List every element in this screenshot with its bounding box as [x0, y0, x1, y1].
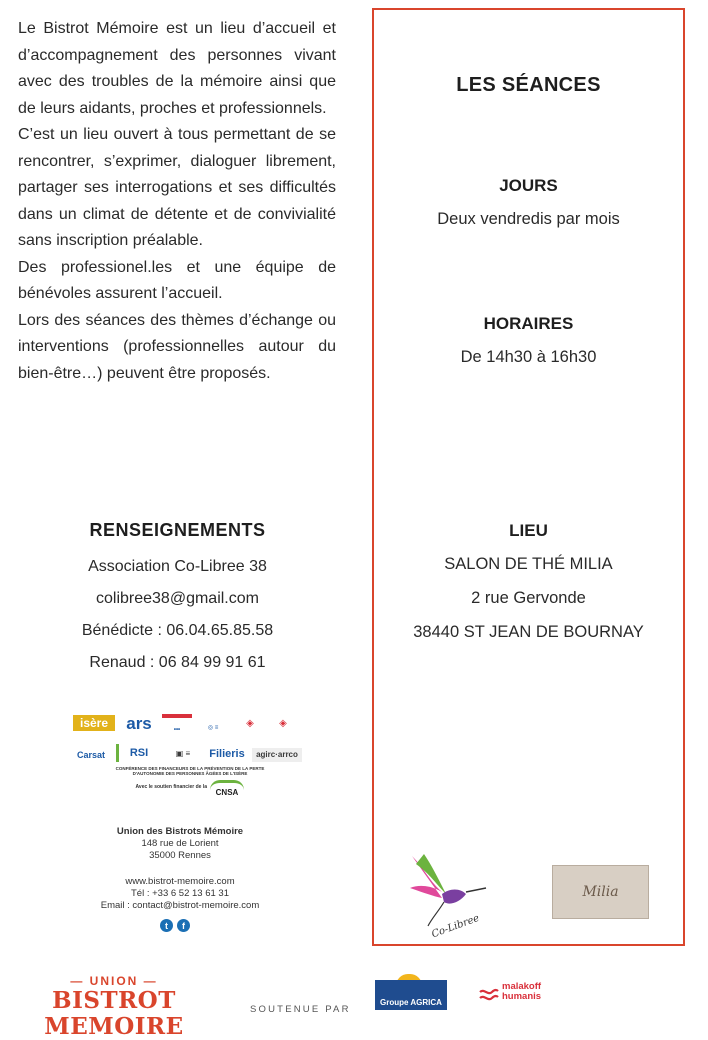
seances-header — [374, 74, 683, 97]
contact-phone-benedicte: Bénédicte : 06.04.65.85.58 — [81, 622, 274, 639]
seances-panel — [372, 8, 685, 946]
isere-logo-text: isère — [79, 716, 109, 730]
union-email[interactable]: Email : contact@bistrot-memoire.com — [100, 900, 260, 911]
ars-logo — [118, 712, 160, 734]
days-block — [374, 176, 683, 236]
rsi-logo-text: RSI — [129, 746, 149, 759]
union-street: 148 rue de Lorient — [141, 838, 219, 849]
intro-paragraph: C’est un lieu ouvert à tous permettant de se rencontrer, s’exprimer, dialoguer librement, partager ses interrogations et ses difficultés dans un climat de détente et de convivialité sans inscription préalable. — [18, 126, 336, 249]
agirc-arrco-logo — [252, 748, 302, 762]
days-value: Deux vendredis par mois — [437, 210, 620, 228]
place-block — [374, 521, 683, 649]
twitter-icon[interactable]: t — [160, 919, 173, 932]
partner-logos — [70, 712, 305, 804]
union-info — [60, 826, 300, 912]
union-city: 35000 Rennes — [149, 850, 211, 861]
hours-value: De 14h30 à 16h30 — [460, 348, 597, 366]
association-name: Association Co-Libree 38 — [88, 558, 267, 575]
carsat-logo-text: Carsat — [76, 749, 105, 760]
malakoff-line-2: humanis — [502, 991, 542, 1002]
isere-logo — [73, 715, 115, 731]
agrica-logo — [375, 980, 447, 1010]
malakoff-text — [502, 982, 541, 1002]
agence-logo: ••• — [162, 714, 192, 742]
contact-title: RENSEIGNEMENTS — [89, 520, 266, 540]
msa-logo: ▣ ≡ — [175, 749, 191, 758]
union-website[interactable]: www.bistrot-memoire.com — [125, 876, 235, 887]
filieris-logo — [206, 746, 248, 762]
republique-logo-2: ◈ — [279, 718, 287, 729]
cnsa-logo — [210, 780, 244, 803]
cnsa-logo-text: CNSA — [215, 788, 239, 797]
place-street: 2 rue Gervonde — [471, 589, 586, 607]
place-name: SALON DE THÉ MILIA — [444, 555, 613, 573]
malakoff-wave-icon — [478, 984, 500, 1006]
colibree-logo — [402, 848, 494, 940]
bistrot-memoire-logo — [0, 974, 228, 1040]
contact-email[interactable]: colibree38@gmail.com — [96, 590, 259, 607]
union-small-label: — UNION — — [70, 974, 158, 988]
conference-text: CONFÉRENCE DES FINANCEURS DE LA PRÉVENTION DE LA PERTE D'AUTONOMIE DES PERSONNES ÂGÉES DE L'ISÈRE — [115, 766, 265, 776]
ars-logo-text: ars — [126, 713, 152, 733]
milia-logo-text: Milia — [582, 884, 619, 900]
union-phone: Tél : +33 6 52 13 61 31 — [131, 888, 229, 899]
colibree-logo-text: Co-Libree — [430, 912, 481, 940]
filieris-logo-text: Filieris — [209, 747, 245, 760]
soutien-text: Avec le soutien financier de la — [135, 784, 207, 790]
carsat-logo — [70, 748, 112, 762]
intro-text — [18, 16, 336, 387]
intro-paragraph: Lors des séances des thèmes d’échange ou interventions (professionnelles autour du bien-être…) peuvent être proposés. — [18, 311, 336, 382]
union-name: Union des Bistrots Mémoire — [116, 826, 244, 837]
place-label: LIEU — [509, 521, 548, 540]
social-icons — [160, 919, 190, 932]
milia-logo — [552, 865, 649, 919]
brand-name: BISTROT MEMOIRE — [44, 987, 184, 1040]
hours-label: HORAIRES — [483, 314, 574, 333]
hours-block — [374, 314, 683, 374]
agirc-logo-text: agirc·arrco — [256, 750, 298, 759]
contact-section — [0, 520, 355, 679]
contact-phone-renaud: Renaud : 06 84 99 91 61 — [89, 654, 266, 671]
malakoff-humanis-logo — [478, 980, 574, 1010]
republique-logo-1: ◈ — [246, 718, 254, 729]
intro-paragraph: Le Bistrot Mémoire est un lieu d’accueil et d’accompagnement des personnes vivant avec des troubles de la mémoire ainsi que de leurs aidants, proches et professionnels. — [18, 20, 336, 117]
agrica-logo-text: Groupe AGRICA — [380, 998, 442, 1007]
supported-by-label: SOUTENUE PAR — [250, 1004, 351, 1015]
bird-beak — [466, 888, 486, 892]
facebook-icon[interactable]: f — [177, 919, 190, 932]
rsi-logo — [116, 744, 159, 762]
days-label: JOURS — [499, 176, 558, 195]
bird-body — [442, 890, 466, 904]
seances-title: LES SÉANCES — [456, 74, 601, 96]
place-city: 38440 ST JEAN DE BOURNAY — [413, 623, 644, 641]
assurance-maladie-logo: ◎ ≡ — [207, 725, 219, 731]
bird-tail — [428, 902, 444, 926]
malakoff-line-1: malakoff — [502, 981, 542, 992]
intro-paragraph: Des professionel.les et une équipe de bénévoles assurent l’accueil. — [18, 258, 336, 302]
